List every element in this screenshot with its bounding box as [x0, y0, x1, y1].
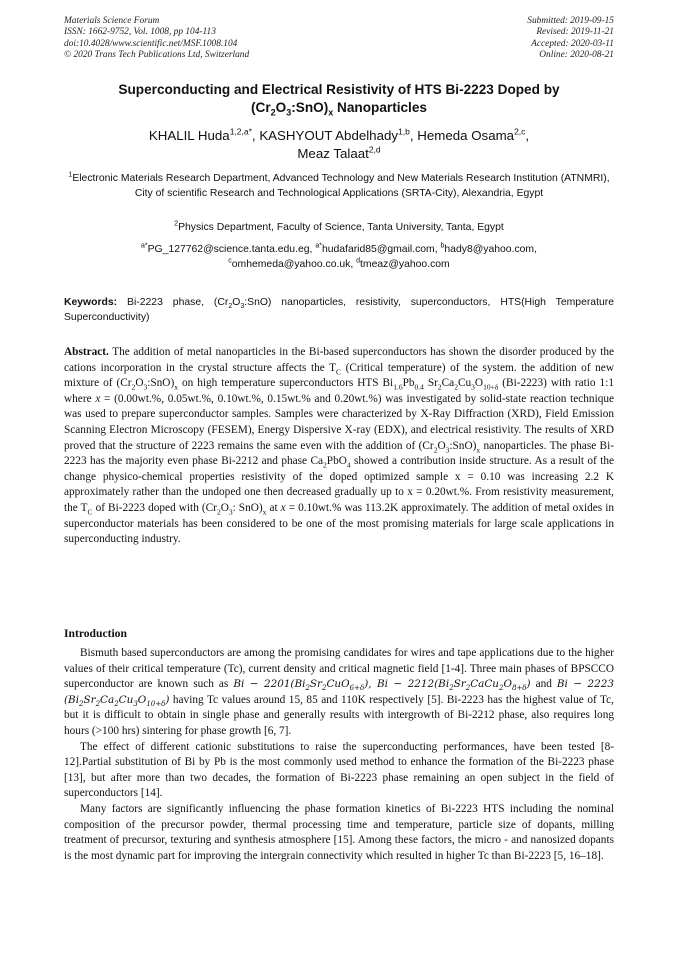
journal-issn: ISSN: 1662-9752, Vol. 1008, pp 104-113 [64, 27, 216, 38]
email-link[interactable]: PG_127762@science.tanta.edu.eg, [147, 244, 316, 255]
journal-doi: doi:10.4028/www.scientific.net/MSF.1008.104 [64, 38, 238, 49]
emails-line-1: $^{a*}$PG_127762@science.tanta.edu.eg, $^{a*}$hudafarid85@gmail.com, $^b$hady8@yahoo.com, [141, 242, 537, 255]
authors-line-1: KHALIL Huda$^{1,2,a*}$, KASHYOUT Abdelhady$^{1,b}$, Hemeda Osama$^{2,c}$, [148, 126, 530, 143]
journal-copyright: © 2020 Trans Tech Publications Ltd, Switzerland [64, 50, 250, 61]
date-accepted: Accepted: 2020-03-11 [531, 38, 614, 49]
publication-dates [527, 16, 614, 62]
author-list [64, 127, 614, 163]
date-submitted: Submitted: 2019-09-15 [527, 16, 614, 26]
email-link[interactable]: hudafarid85@gmail.com, [321, 244, 441, 255]
author-name: KASHYOUT Abdelhady [259, 128, 399, 143]
date-online: Online: 2020-08-21 [539, 50, 614, 61]
email-link[interactable]: hady8@yahoo.com, [444, 244, 537, 255]
section-heading-introduction: Introduction [64, 627, 127, 640]
intro-paragraph-2: The effect of different cationic substitutions to raise the superconducting performances, have been tested [8-12].Partial substitution of Bi by Pb is the most commonly used method to enhance the formation of the Bi-2223 phase [13], but after more than two decades, the formation of Bi-2223 phase remaining an open subject in the field of superconductors [14]. [64, 740, 614, 800]
formula-bi-2223: Bi − 2223 $(Bi_2Sr_2Ca_2Cu_3O_{10+\delta})$ [64, 678, 615, 708]
email-link[interactable]: omhemeda@yahoo.co.uk, [231, 258, 357, 270]
affiliation-2: $^2$Physics Department, Faculty of Science, Tanta University, Tanta, Egypt [174, 220, 504, 233]
formula-bi-2212: $Bi - 2212(Bi_2Sr_2CaCu_2O_{8+\delta})$ [371, 678, 531, 693]
author-name: Hemeda Osama [417, 128, 515, 143]
emails-line-2: $^c$omhemeda@yahoo.co.uk, $^d$tmeaz@yahoo.com [228, 257, 450, 270]
journal-header [64, 16, 249, 62]
abstract: Abstract. The addition of metal nanoparticles in the Bi-based superconductors has shown the disorder produced by the cations incorporation in the crystal structure affects the $T_C$ (Critical temperature) of the system. the addition of new mixture of $(Cr_2O_3:SnO)_x$ on high temperature superconductors HTS $Bi_{1.6}Pb_{0.4}$ $Sr_2Ca_2Cu_3O_{10+\delta}$ (Bi-2223) with ratio 1:1 where x = (0.00wt.%, 0.05wt.%, 0.10wt.%, 0.15wt.% and 0.20wt.%) was investigated by solid-state reaction technique was used to prepare superconductor samples. Samples were characterized by X-Ray Diffraction (XRD), Field Emission Scanning Electron Microscopy (FESEM), Energy Dispersive X-ray (EDX), and electrical resistivity. The results of XRD proved that the structure of 2223 remains the same even with the addition of $(Cr_2O_3:SnO)_x$ nanoparticles. The phase Bi-2223 has the majority even phase Bi-2212 and phase $Ca_2PbO_4$ showed a contribution inside structure. As a result of the change physico-chemical properties resistivity of the doped optimized sample x = 0.10 was increasing 2.2 K approximately rather than the undoped one then decreased gradually up to x = 0.20wt.%. From resistivity measurement, the $T_C$ of Bi-2223 doped with ($Cr_2O_3$: $SnO)_x$ at x = 0.10wt.% was 113.2K approximately. The addition of metal oxides in superconductor materials has been considered to be one of the most promising materials for large scale applications in superconducting industry. [64, 346, 615, 546]
author-emails [64, 243, 614, 272]
author-name: KHALIL Huda [148, 128, 230, 143]
date-revised: Revised: 2019-11-21 [536, 27, 614, 38]
intro-paragraph-3: Many factors are significantly influencing the phase formation kinetics of Bi-2223 HTS including the nominal composition of the precursor powder, thermal processing time and temperature, particle size of dopants, milling treatment of precursor, texturing and synthesis atmosphere [15]. Among these factors, the micro - and nanosized dopants is the most dynamic part for improving the intergrain connectivity which resulted in higher Tc than Bi-2223 [5, 16–18]. [64, 802, 614, 862]
formula-bi-2201: $Bi - 2201(Bi_2Sr_2CuO_{6+\delta})$, [233, 678, 372, 693]
title-line-2: $(Cr_2O_3:SnO)_x$ Nanoparticles [251, 99, 427, 118]
introduction-body [64, 646, 614, 864]
paper-title [64, 81, 614, 116]
title-line-1: Superconducting and Electrical Resistivity of HTS Bi-2223 Doped by [118, 82, 560, 97]
authors-line-2: Meaz Talaat$^{2,d}$ [297, 144, 381, 161]
author-name: Meaz Talaat [297, 146, 369, 161]
abstract-label: Abstract. [64, 346, 109, 358]
intro-paragraph-1: Bismuth based superconductors are among the promising candidates for wires and tape applications due to the higher values of their critical temperature (Tc), current density and critical magnetic field [1-4]. Three main phases of BPSCCO superconductor are known such as $Bi - 2201(Bi_2Sr_2CuO_{6+\delta})$, $Bi - 2212(Bi_2Sr_2CaCu_2O_{8+\delta})$ and Bi − 2223 $(Bi_2Sr_2Ca_2Cu_3O_{10+\delta})$ having Tc values around 15, 85 and 110K respectively [5]. Bi-2223 has the highest value of Tc, but it is difficult to obtain in single phase and generally results with intergrowth of Bi-2212 phase, also requires long hours (>100 hrs) sintering for phase growth [6, 7]. [64, 647, 615, 737]
affiliation-1: $^1$Electronic Materials Research Department, Advanced Technology and New Materials Research Institution (ATNMRI), City of scientific Research and Technological Applications (SRTA-City), Alexandria, Egypt [68, 171, 610, 199]
journal-name: Materials Science Forum [64, 16, 160, 26]
keywords: Keywords: Bi-2223 phase, $(Cr_2O_3:SnO)$ nanoparticles, resistivity, superconductors, HTS(High Temperature Superconductivity) [64, 297, 614, 323]
keywords-label: Keywords: [64, 297, 118, 308]
email-link[interactable]: tmeaz@yahoo.com [360, 258, 450, 270]
